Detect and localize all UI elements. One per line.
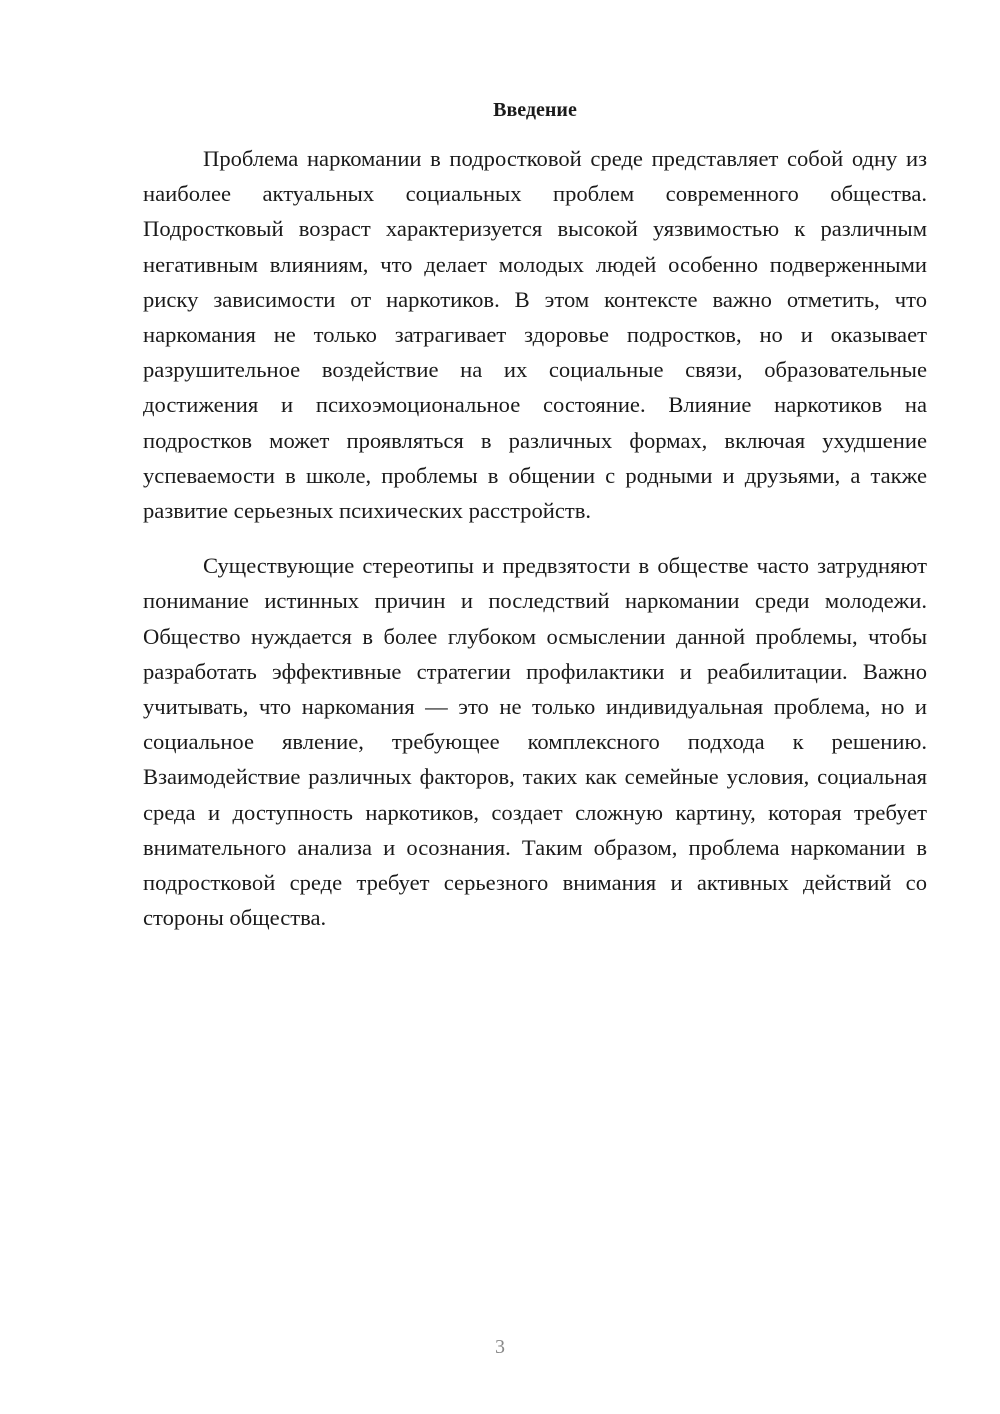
section-title: Введение [493,99,577,121]
body-text [143,141,927,935]
page-number: 3 [495,1336,505,1358]
paragraph-1: Проблема наркомании в подростковой среде представляет собой одну из наиболее актуальных социальных проблем современного общества. Подростковый возраст характеризуется высокой уязвимостью к различным негативным влияниям, что делает молодых людей особенно подверженными риску зависимости от наркотиков. В этом контексте важно отметить, что наркомания не только затрагивает здоровье подростков, но и оказывает разрушительное воздействие на их социальные связи, образовательные достижения и психоэмоциональное состояние. Влияние наркотиков на подростков может проявляться в различных формах, включая ухудшение успеваемости в школе, проблемы в общении с родными и друзьями, а также развитие серьезных психических расстройств. [143,146,927,524]
paragraph-2: Существующие стереотипы и предвзятости в обществе часто затрудняют понимание истинных причин и последствий наркомании среди молодежи. Общество нуждается в более глубоком осмыслении данной проблемы, чтобы разработать эффективные стратегии профилактики и реабилитации. Важно учитывать, что наркомания — это не только индивидуальная проблема, но и социальное явление, требующее комплексного подхода к решению. Взаимодействие различных факторов, таких как семейные условия, социальная среда и доступность наркотиков, создает сложную картину, которая требует внимательного анализа и осознания. Таким образом, проблема наркомании в подростковой среде требует серьезного внимания и активных действий со стороны общества. [143,553,927,931]
